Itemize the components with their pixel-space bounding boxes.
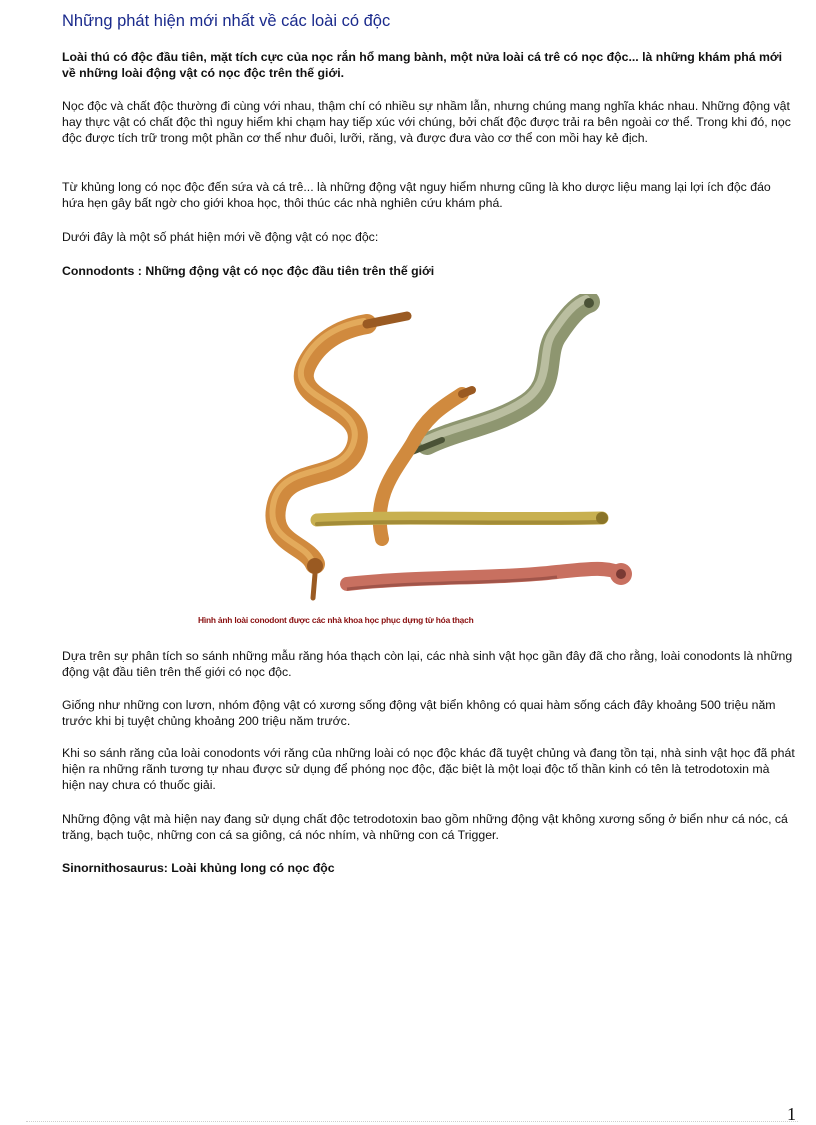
section-heading-conodonts: Connodonts : Những động vật có nọc độc đầu tiên trên thế giới: [62, 264, 435, 278]
section-heading-sinornithosaurus: Sinornithosaurus: Loài khủng long có nọc độc: [62, 861, 335, 875]
paragraph-first-venomous: Dựa trên sự phân tích so sánh những mẫu răng hóa thạch còn lại, các nhà sinh vật học gần đây đã cho rằng, loài conodonts là những động vật đầu tiên trên thế giới có nọc độc.: [62, 649, 793, 679]
conodont-illustration: [197, 294, 667, 612]
paragraph-dangerous-animals: Từ khủng long có nọc độc đến sứa và cá trê... là những động vật nguy hiểm nhưng cũng là kho dược liệu mang lại lợi ích độc đáo hứa hẹn gây bất ngờ cho giới khoa học, thôi thúc các nhà nghiên cứu khám phá.: [62, 180, 771, 210]
paragraph-eel-like: Giống như những con lươn, nhóm động vật có xương sống động vật biển không có quai hàm sống cách đây khoảng 500 triệu năm trước khi bị tuyệt chủng khoảng 200 triệu năm trước.: [62, 698, 776, 728]
tan-eel-figure: [272, 316, 407, 598]
page-number: 1: [787, 1104, 796, 1124]
figure-caption: Hình ảnh loài conodont được các nhà khoa học phục dựng từ hóa thạch: [198, 615, 474, 625]
conodont-drawing: [197, 294, 667, 612]
article-title: Những phát hiện mới nhất về các loài có độc: [62, 12, 391, 30]
paragraph-teeth-comparison: Khi so sánh răng của loài conodonts với răng của những loài có nọc độc khác đã tuyệt chủng và đang tồn tại, nhà sinh vật học đã phát hiện ra những rãnh tương tự nhau được sử dụng để phóng nọc độc, đặc biệt là một loại độc tố thần kinh có tên là tetrodotoxin mà hiện nay chưa có thuốc giải.: [62, 746, 795, 792]
lead-paragraph: Loài thú có độc đầu tiên, mặt tích cực của nọc rắn hổ mang bành, một nửa loài cá trê có nọc độc... là những khám phá mới về những loài động vật có nọc độc trên thế giới.: [62, 50, 783, 80]
yellow-eel-figure: [317, 512, 608, 524]
paragraph-intro-list: Dưới đây là một số phát hiện mới về động vật có nọc độc:: [62, 230, 379, 244]
pink-eel-figure: [347, 563, 632, 589]
paragraph-tetrodotoxin-animals: Những động vật mà hiện nay đang sử dụng chất độc tetrodotoxin bao gồm những động vật không xương sống ở biển như cá nóc, cá trăng, bạch tuộc, những con cá sa giông, cá nóc nhím, và những con cá Trigger.: [62, 812, 788, 842]
footer-divider: [26, 1121, 798, 1122]
grey-eel-figure: [407, 298, 594, 454]
paragraph-venom-vs-poison: Nọc độc và chất độc thường đi cùng với nhau, thậm chí có nhiều sự nhầm lẫn, nhưng chúng mang nghĩa khác nhau. Những động vật hay thực vật có chất độc thì nguy hiểm khi chạm hay tiếp xúc với chúng, bởi chất độc được trải ra bên ngoài cơ thể. Trong khi đó, nọc độc được tích trữ trong một phần cơ thể như đuôi, lưỡi, răng, và được đưa vào cơ thể con mồi hay kẻ địch.: [62, 99, 791, 145]
